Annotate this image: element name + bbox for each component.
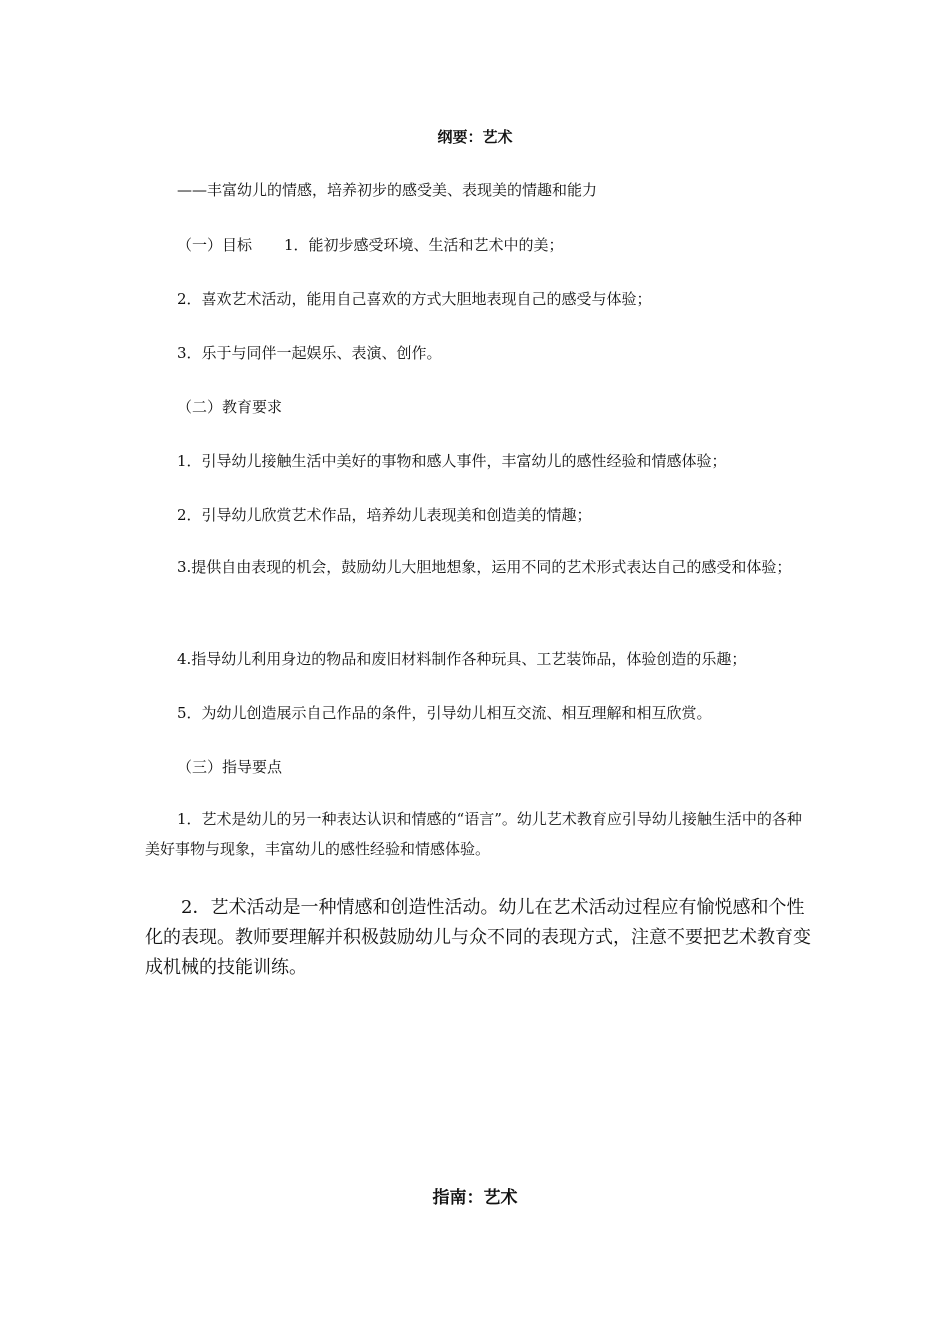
goal-item-3: 3．乐于与同伴一起娱乐、表演、创作。 <box>177 344 442 362</box>
requirement-item-1: 1．引导幼儿接触生活中美好的事物和感人事件，丰富幼儿的感性经验和情感体验； <box>177 452 727 470</box>
requirement-item-3: 3.提供自由表现的机会，鼓励幼儿大胆地想象，运用不同的艺术形式表达自己的感受和体验； <box>177 558 792 576</box>
guidance-heading: （三）指导要点 <box>177 758 283 776</box>
goals-first-line <box>177 236 564 254</box>
outline-subtitle: ——丰富幼儿的情感，培养初步的感受美、表现美的情趣和能力 <box>177 181 598 199</box>
guidance-item-2: 2．艺术活动是一种情感和创造性活动。幼儿在艺术活动过程应有愉悦感和个性化的表现。教师要理解并积极鼓励幼儿与众不同的表现方式，注意不要把艺术教育变成机械的技能训练。 <box>145 897 811 978</box>
requirements-heading: （二）教育要求 <box>177 398 283 416</box>
requirement-item-2: 2．引导幼儿欣赏艺术作品，培养幼儿表现美和创造美的情趣； <box>177 506 592 524</box>
requirement-item-4: 4.指导幼儿利用身边的物品和废旧材料制作各种玩具、工艺装饰品，体验创造的乐趣； <box>177 650 747 668</box>
outline-title: 纲要：艺术 <box>437 128 513 146</box>
goals-heading: （一）目标 <box>177 236 253 254</box>
goal-item-2: 2．喜欢艺术活动，能用自己喜欢的方式大胆地表现自己的感受与体验； <box>177 290 652 308</box>
goal-item-1: 1．能初步感受环境、生活和艺术中的美； <box>284 236 564 254</box>
guidance-item-1: 1．艺术是幼儿的另一种表达认识和情感的“语言”。幼儿艺术教育应引导幼儿接触生活中的各种美好事物与现象，丰富幼儿的感性经验和情感体验。 <box>145 810 802 858</box>
requirement-item-5: 5．为幼儿创造展示自己作品的条件，引导幼儿相互交流、相互理解和相互欣赏。 <box>177 704 712 722</box>
guide-title: 指南：艺术 <box>432 1188 518 1208</box>
